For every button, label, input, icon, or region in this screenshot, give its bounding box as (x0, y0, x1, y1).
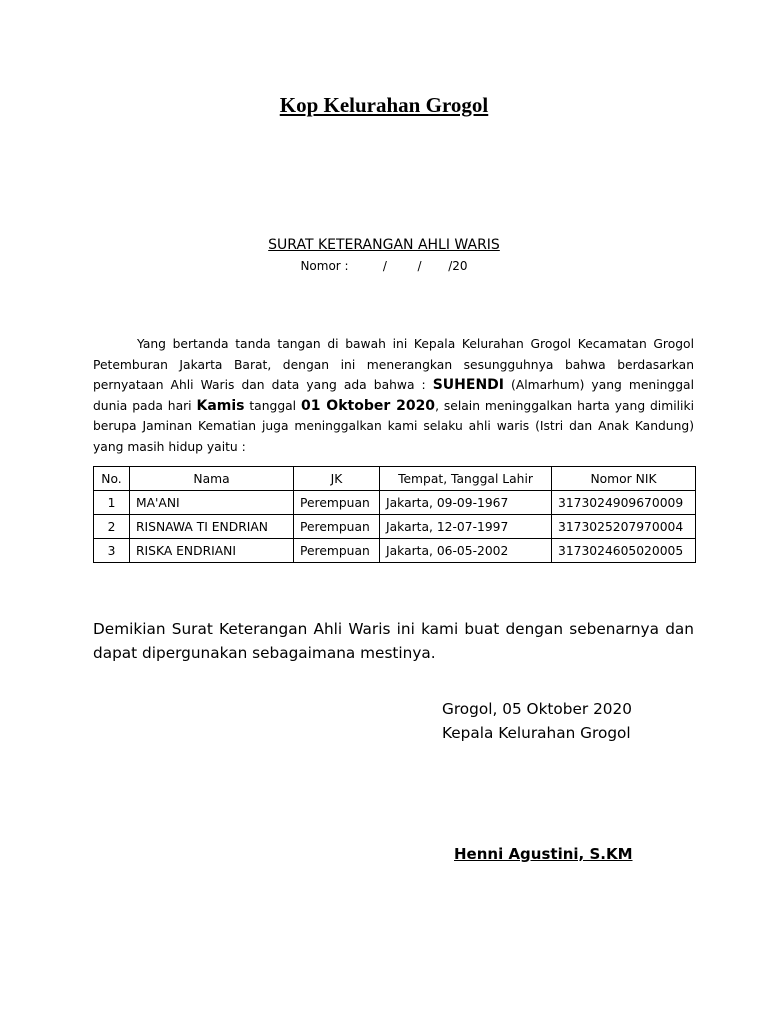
signature-place-date: Grogol, 05 Oktober 2020 (442, 700, 632, 718)
column-header-nik: Nomor NIK (552, 467, 696, 491)
cell-no: 2 (94, 515, 130, 539)
death-date: 01 Oktober 2020 (300, 397, 436, 414)
column-header-ttl: Tempat, Tanggal Lahir (380, 467, 552, 491)
column-header-nama: Nama (130, 467, 294, 491)
heirs-table (93, 466, 696, 563)
paragraph-text: tanggal (244, 398, 301, 413)
column-header-no: No. (94, 467, 130, 491)
cell-ttl: Jakarta, 12-07-1997 (380, 515, 552, 539)
signatory-name: Henni Agustini, S.KM (454, 845, 633, 863)
cell-jk: Perempuan (294, 491, 380, 515)
paragraph-text: Yang bertanda tanda tangan di bawah ini Kepala Kelurahan Grogol Kecamatan Grogol Petemburan Jakarta Barat, dengan ini menerangkan sesungguhnya bahwa berdasarkan pernyataan Ahli Waris dan data yang ada bahwa : (93, 337, 694, 393)
table-row (94, 491, 696, 515)
cell-nama: RISKA ENDRIANI (130, 539, 294, 563)
cell-no: 1 (94, 491, 130, 515)
cell-nik: 3173024605020005 (552, 539, 696, 563)
cell-jk: Perempuan (294, 539, 380, 563)
cell-jk: Perempuan (294, 515, 380, 539)
deceased-name: SUHENDI (432, 377, 504, 394)
cell-ttl: Jakarta, 09-09-1967 (380, 491, 552, 515)
cell-nama: MA'ANI (130, 491, 294, 515)
paragraph-text: , selain meninggalkan harta yang dimiliki berupa Jaminan Kematian juga meninggalkan kami selaku ahli waris (Istri dan Anak Kandung) yang masih hidup yaitu : (93, 398, 694, 454)
statement-paragraph (93, 334, 694, 457)
cell-ttl: Jakarta, 06-05-2002 (380, 539, 552, 563)
paragraph-text: (Almarhum) yang meninggal dunia pada hari (93, 378, 694, 413)
table-row (94, 515, 696, 539)
cell-nik: 3173024909670009 (552, 491, 696, 515)
table-row (94, 539, 696, 563)
document-title: SURAT KETERANGAN AHLI WARIS (268, 237, 500, 253)
letterhead-title: Kop Kelurahan Grogol (279, 93, 489, 117)
cell-nik: 3173025207970004 (552, 515, 696, 539)
signature-role: Kepala Kelurahan Grogol (442, 724, 631, 742)
cell-nama: RISNAWA TI ENDRIAN (130, 515, 294, 539)
table-header-row (94, 467, 696, 491)
cell-no: 3 (94, 539, 130, 563)
closing-paragraph: Demikian Surat Keterangan Ahli Waris ini kami buat dengan sebenarnya dan dapat dipergunakan sebagaimana mestinya. (93, 620, 694, 663)
document-number: Nomor : / / /20 (300, 259, 468, 273)
column-header-jk: JK (294, 467, 380, 491)
death-day: Kamis (196, 397, 245, 414)
